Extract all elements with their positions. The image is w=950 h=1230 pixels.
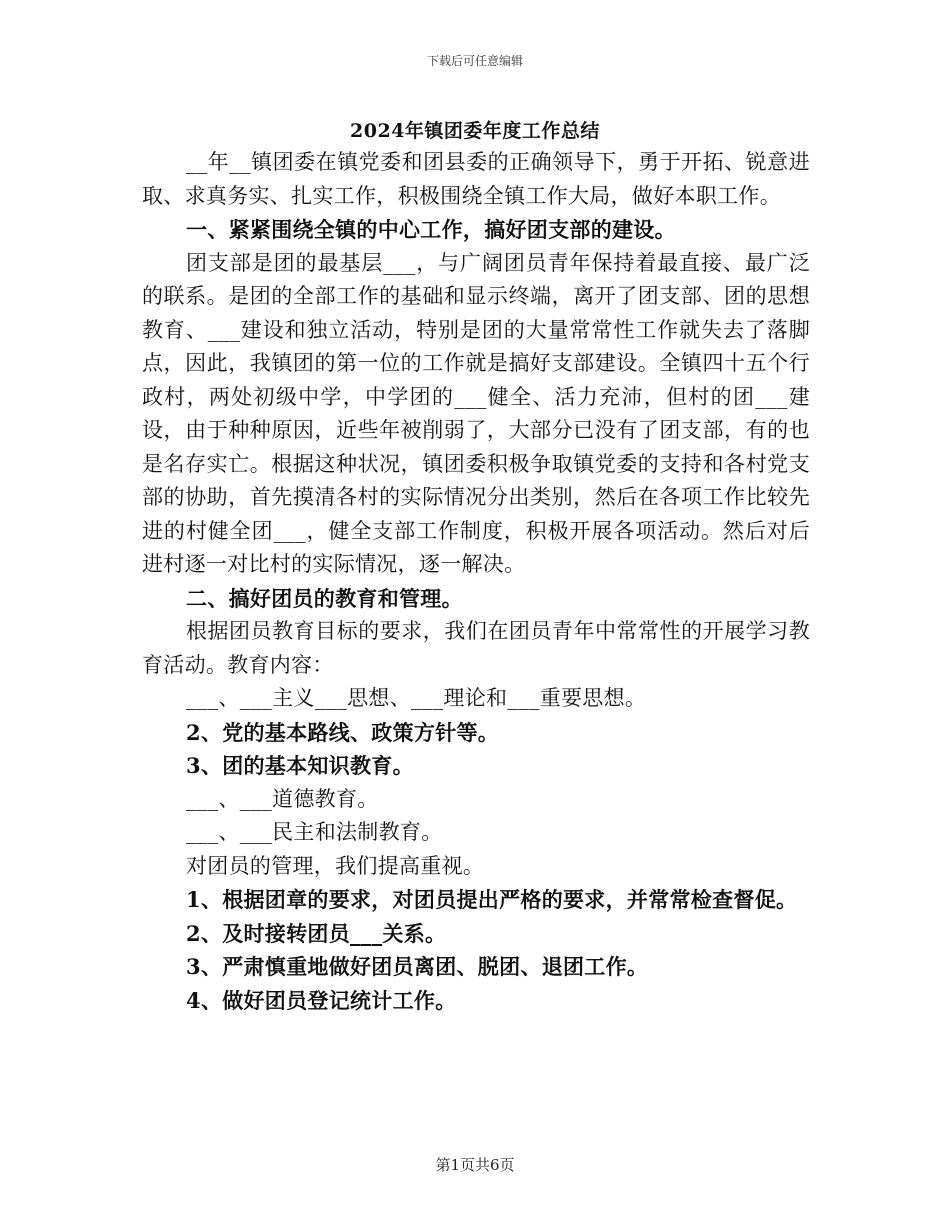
list-item: ___、___民主和法制教育。 — [186, 820, 443, 844]
paragraph-section-2: 根据团员教育目标的要求，我们在团员青年中常常性的开展学习教育活动。教育内容： — [142, 619, 810, 677]
document-body — [142, 146, 810, 1017]
page-footer: 第1页共6页 — [435, 1156, 515, 1174]
section-heading-1: 一、紧紧围绕全镇的中心工作，搞好团支部的建设。 — [186, 217, 676, 242]
list-item: 1、根据团章的要求，对团员提出严格的要求，并常常检查督促。 — [186, 887, 798, 912]
list-item: 2、及时接转团员___关系。 — [186, 920, 447, 946]
list-item: 4、做好团员登记统计工作。 — [186, 987, 457, 1013]
section-heading-2: 二、搞好团员的教育和管理。 — [186, 585, 463, 611]
list-item: ___、___道德教育。 — [186, 786, 379, 811]
paragraph-management: 对团员的管理，我们提高重视。 — [186, 853, 485, 878]
list-item: ___、___主义___思想、___理论和___重要思想。 — [186, 686, 647, 710]
document-title: 2024年镇团委年度工作总结 — [350, 120, 600, 142]
list-item: 3、严肃慎重地做好团员离团、脱团、退团工作。 — [186, 954, 649, 979]
page-header: 下载后可任意编辑 — [426, 54, 523, 68]
list-item: 3、团的基本知识教育。 — [186, 753, 414, 778]
list-item: 2、党的基本路线、政策方针等。 — [186, 719, 500, 745]
paragraph-intro: __年__镇团委在镇党委和团县委的正确领导下，勇于开拓、锐意进取、求真务实、扎实工作，积极围绕全镇工作大局，做好本职工作。 — [142, 150, 810, 208]
paragraph-section-1: 团支部是团的最基层___，与广阔团员青年保持着最直接、最广泛的联系。是团的全部工作的基础和显示终端，离开了团支部、团的思想教育、___建设和独立活动，特别是团的大量常常性工作就失去了落脚点，因此，我镇团的第一位的工作就是搞好支部建设。全镇四十五个行政村，两处初级中学，中学团的___健全、活力充沛，但村的团___建设，由于种种原因，近些年被削弱了，大部分已没有了团支部，有的也是名存实亡。根据这种状况，镇团委积极争取镇党委的支持和各村党支部的协助，首先摸清各村的实际情况分出类别，然后在各项工作比较先进的村健全团___，健全支部工作制度，积极开展各项活动。然后对后进村逐一对比村的实际情况，逐一解决。 — [142, 250, 810, 576]
